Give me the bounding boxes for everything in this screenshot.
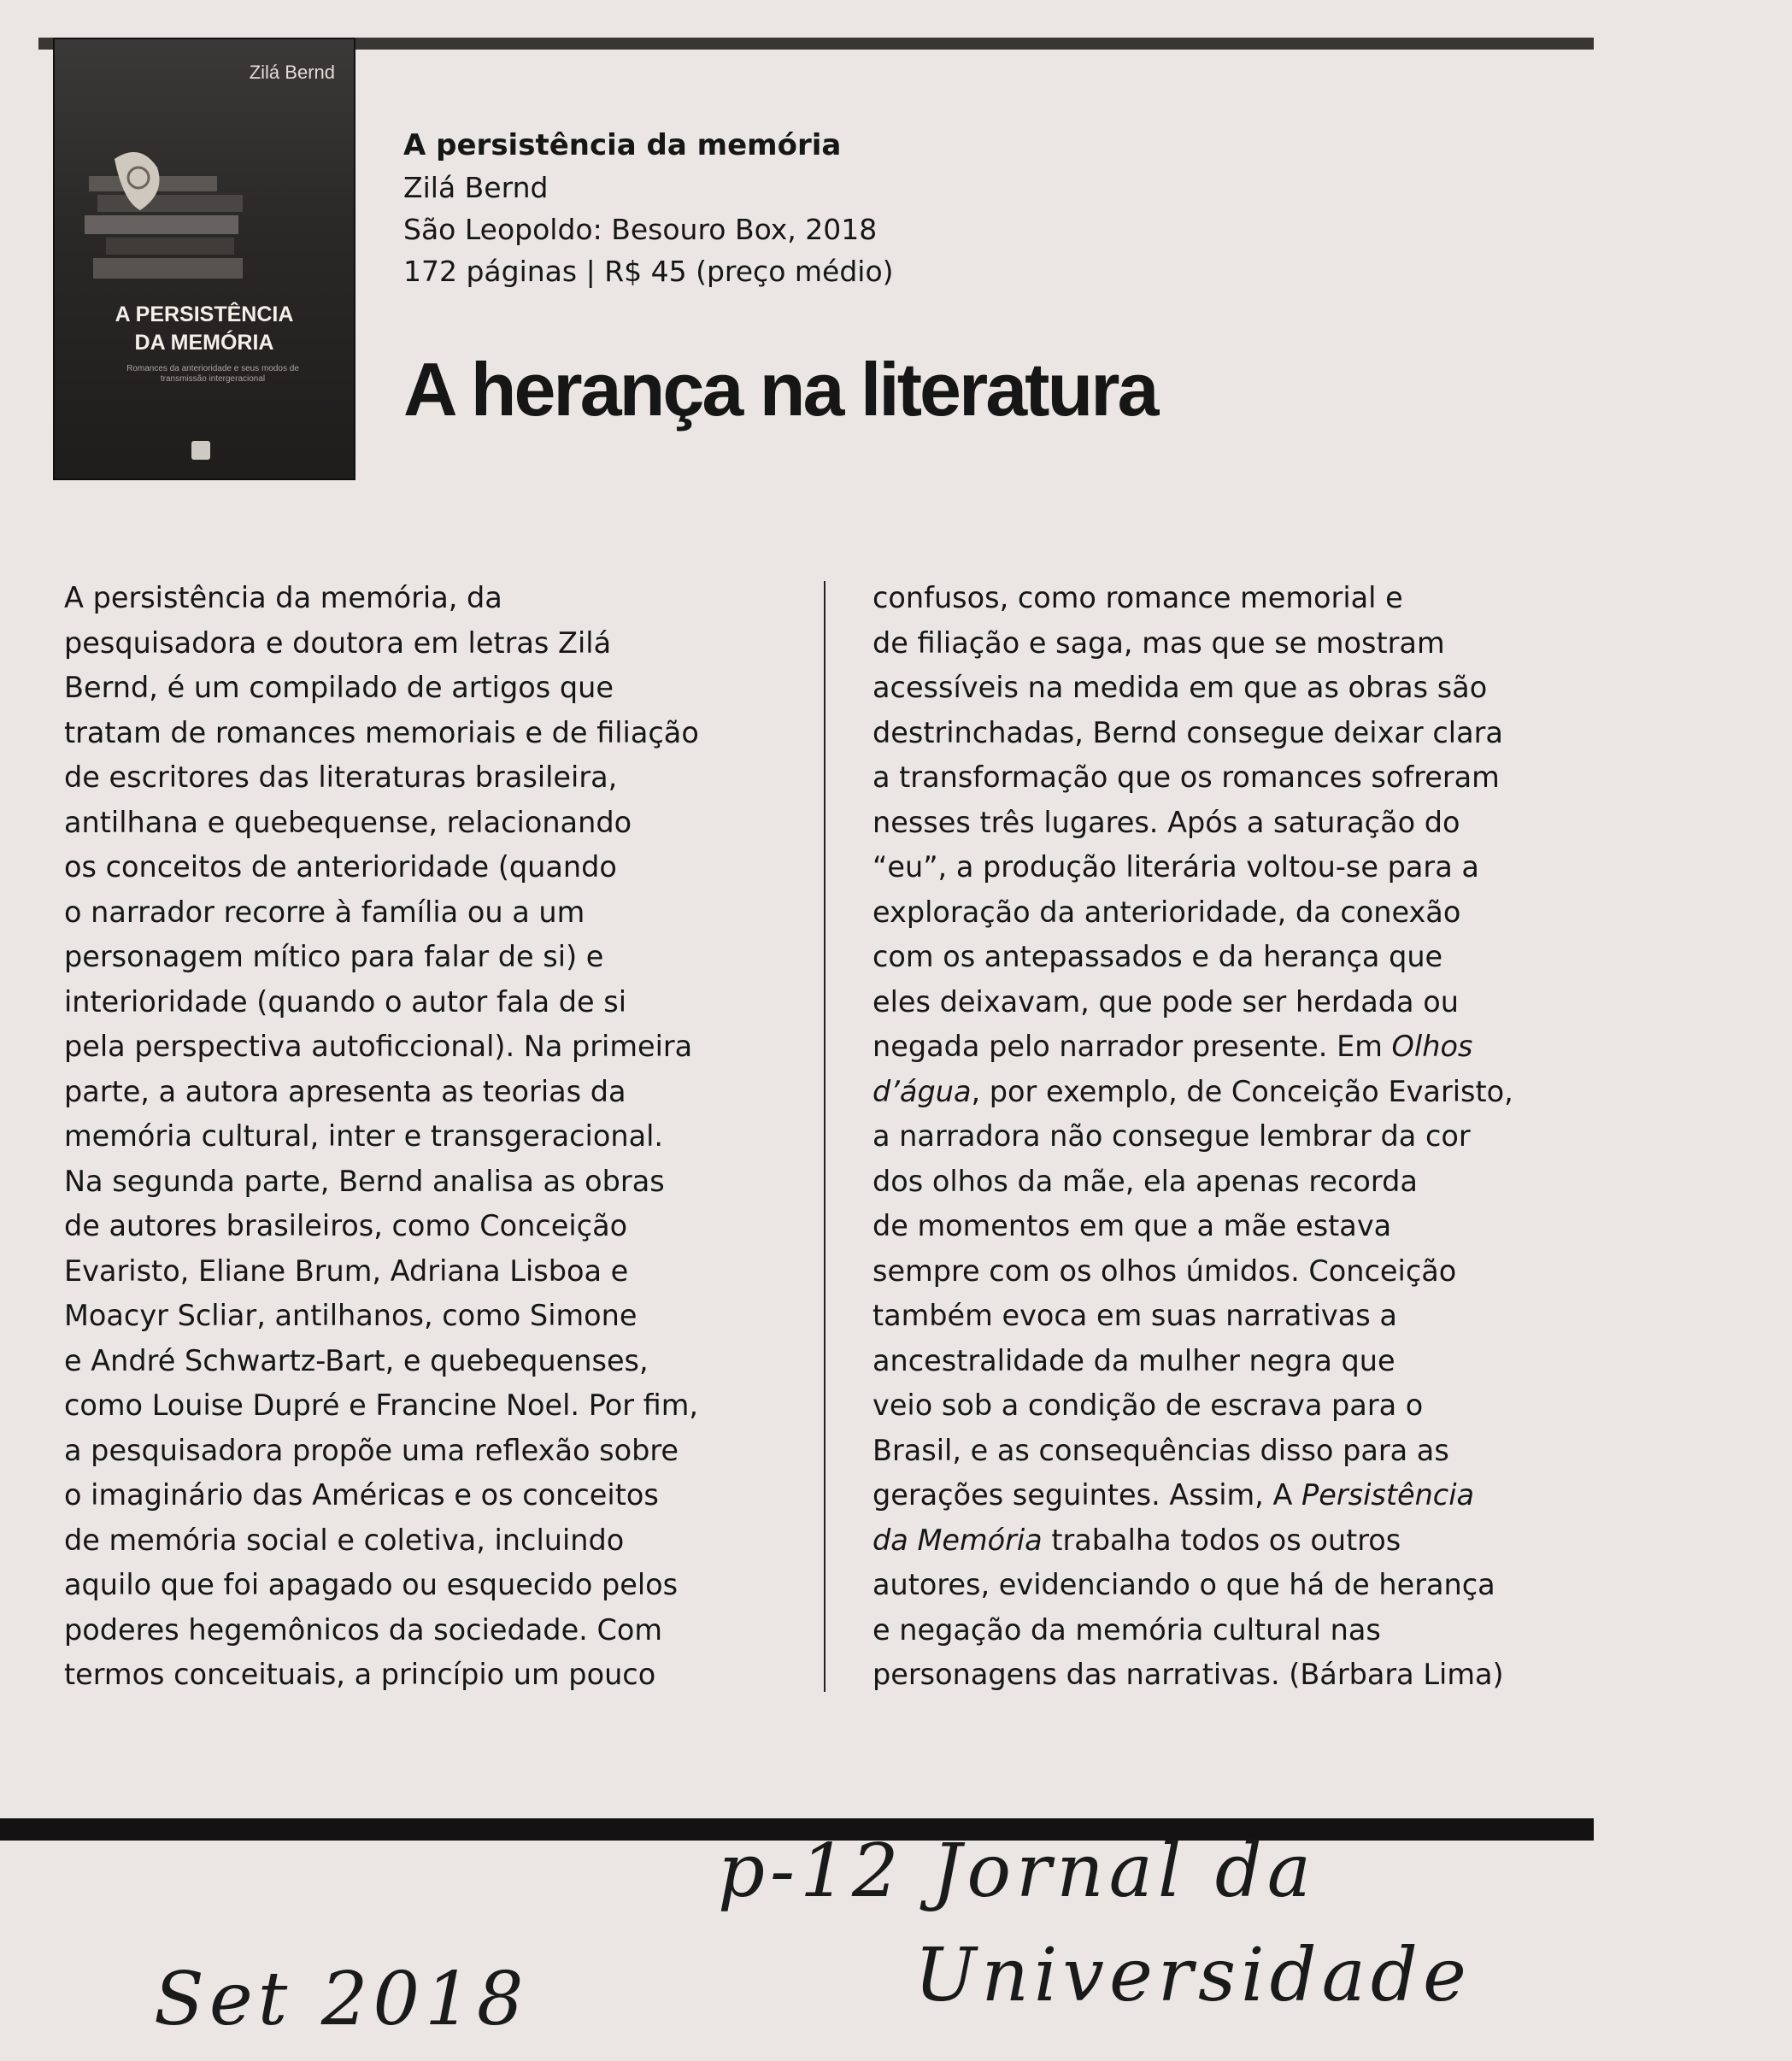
text-line: pela perspectiva autoficcional). Na primeira [64,1030,693,1063]
text-line: ancestralidade da mulher negra que [872,1343,1395,1377]
cover-title-line-2: DA MEMÓRIA [134,331,274,355]
text-line: d’água, por exemplo, de Conceição Evaristo, [872,1074,1513,1108]
text-line: de filiação e saga, mas que se mostram [872,625,1445,660]
bleed-through-mid [1607,51,1792,1803]
book-publisher: São Leopoldo: Besouro Box, 2018 [403,213,878,246]
text-line: aquilo que foi apagado ou esquecido pelos [64,1568,679,1601]
text-line: nesses três lugares. Após a saturação do [872,805,1460,839]
text-line: exploração da anterioridade, da conexão [872,895,1461,929]
text-line: também evoca em suas narrativas a [872,1299,1397,1332]
cover-author: Zilá Bernd [249,62,335,83]
bleed-through-left [0,51,51,1803]
text-line: e negação da memória cultural nas [872,1612,1381,1647]
book-author: Zilá Bernd [403,171,549,204]
article-column-left [64,576,699,1698]
text-line: Bernd, é um compilado de artigos que [64,671,614,704]
text-line: negada pelo narrador presente. Em Olhos [872,1030,1473,1063]
text-line: dos olhos da mãe, ela apenas recorda [872,1164,1418,1198]
text-line: A persistência da memória, da [64,581,502,614]
text-line: pesquisadora e doutora em letras Zilá [64,625,612,660]
text-line: sempre com os olhos úmidos. Conceição [872,1254,1457,1288]
text-line: a narradora não consegue lembrar da cor [872,1119,1471,1153]
text-line: como Louise Dupré e Francine Noel. Por fim, [64,1389,699,1422]
text-line: os conceitos de anterioridade (quando [64,850,617,884]
text-line: de momentos em que a mãe estava [872,1209,1392,1242]
text-line: com os antepassados e da herança que [872,940,1443,973]
text-line: “eu”, a produção literária voltou-se para a [872,850,1479,884]
text-line: Brasil, e as consequências disso para as [872,1433,1449,1467]
text-line: a transformação que os romances sofreram [872,760,1500,794]
text-line: veio sob a condição de escrava para o [872,1389,1424,1422]
article-column-right [872,576,1513,1698]
cover-title-line-1: A PERSISTÊNCIA [115,302,294,326]
text-line: Evaristo, Eliane Brum, Adriana Lisboa e [64,1254,629,1288]
text-line: eles deixavam, que pode ser herdada ou [872,984,1459,1019]
text-line: personagem mítico para falar de si) e [64,940,604,973]
books-illustration-icon [80,142,251,296]
text-line: o narrador recorre à família ou a um [64,895,585,929]
book-pages-price: 172 páginas | R$ 45 (preço médio) [403,255,894,288]
text-line: autores, evidenciando o que há de herança [872,1568,1495,1601]
text-line: antilhana e quebequense, relacionando [64,805,632,839]
text-line: da Memória trabalha todos os outros [872,1523,1401,1557]
book-cover [53,38,355,480]
text-line: de memória social e coletiva, incluindo [64,1523,625,1557]
text-line: de autores brasileiros, como Conceição [64,1209,628,1242]
text-line: tratam de romances memoriais e de filiação [64,715,699,749]
text-line: interioridade (quando o autor fala de si [64,984,627,1019]
text-line: de escritores das literaturas brasileira, [64,760,618,794]
text-line: Na segunda parte, Bernd analisa as obras [64,1164,665,1198]
headline: A herança na literatura [403,347,1157,432]
text-line: termos conceituais, a princípio um pouco [64,1658,656,1691]
text-line: acessíveis na medida em que as obras são [872,671,1488,704]
text-line: o imaginário das Américas e os conceitos [64,1478,659,1512]
handwritten-date: Set 2018 [154,1957,529,2042]
publisher-logo-icon [191,441,210,460]
text-line: poderes hegemônicos da sociedade. Com [64,1612,662,1647]
text-line: gerações seguintes. Assim, A Persistência [872,1478,1475,1512]
text-line: memória cultural, inter e transgeracional. [64,1119,664,1153]
text-line: a pesquisadora propõe uma reflexão sobre [64,1433,679,1467]
book-title: A persistência da memória [403,128,842,162]
text-line: parte, a autora apresenta as teorias da [64,1074,626,1108]
text-line: Moacyr Scliar, antilhanos, como Simone [64,1299,637,1332]
text-line: personagens das narrativas. (Bárbara Lima) [872,1658,1504,1691]
book-details [403,125,894,292]
cover-subtitle: Romances da anterioridade e seus modos de transmissão intergeracional [126,364,299,384]
column-divider [824,581,825,1692]
text-line: e André Schwartz-Bart, e quebequenses, [64,1343,649,1377]
handwritten-source: p-12 Jornal da [718,1829,1317,1914]
text-line: destrinchadas, Bernd consegue deixar clara [872,715,1503,749]
handwritten-source-cont: Universidade [914,1933,1472,2018]
text-line: confusos, como romance memorial e [872,581,1403,614]
